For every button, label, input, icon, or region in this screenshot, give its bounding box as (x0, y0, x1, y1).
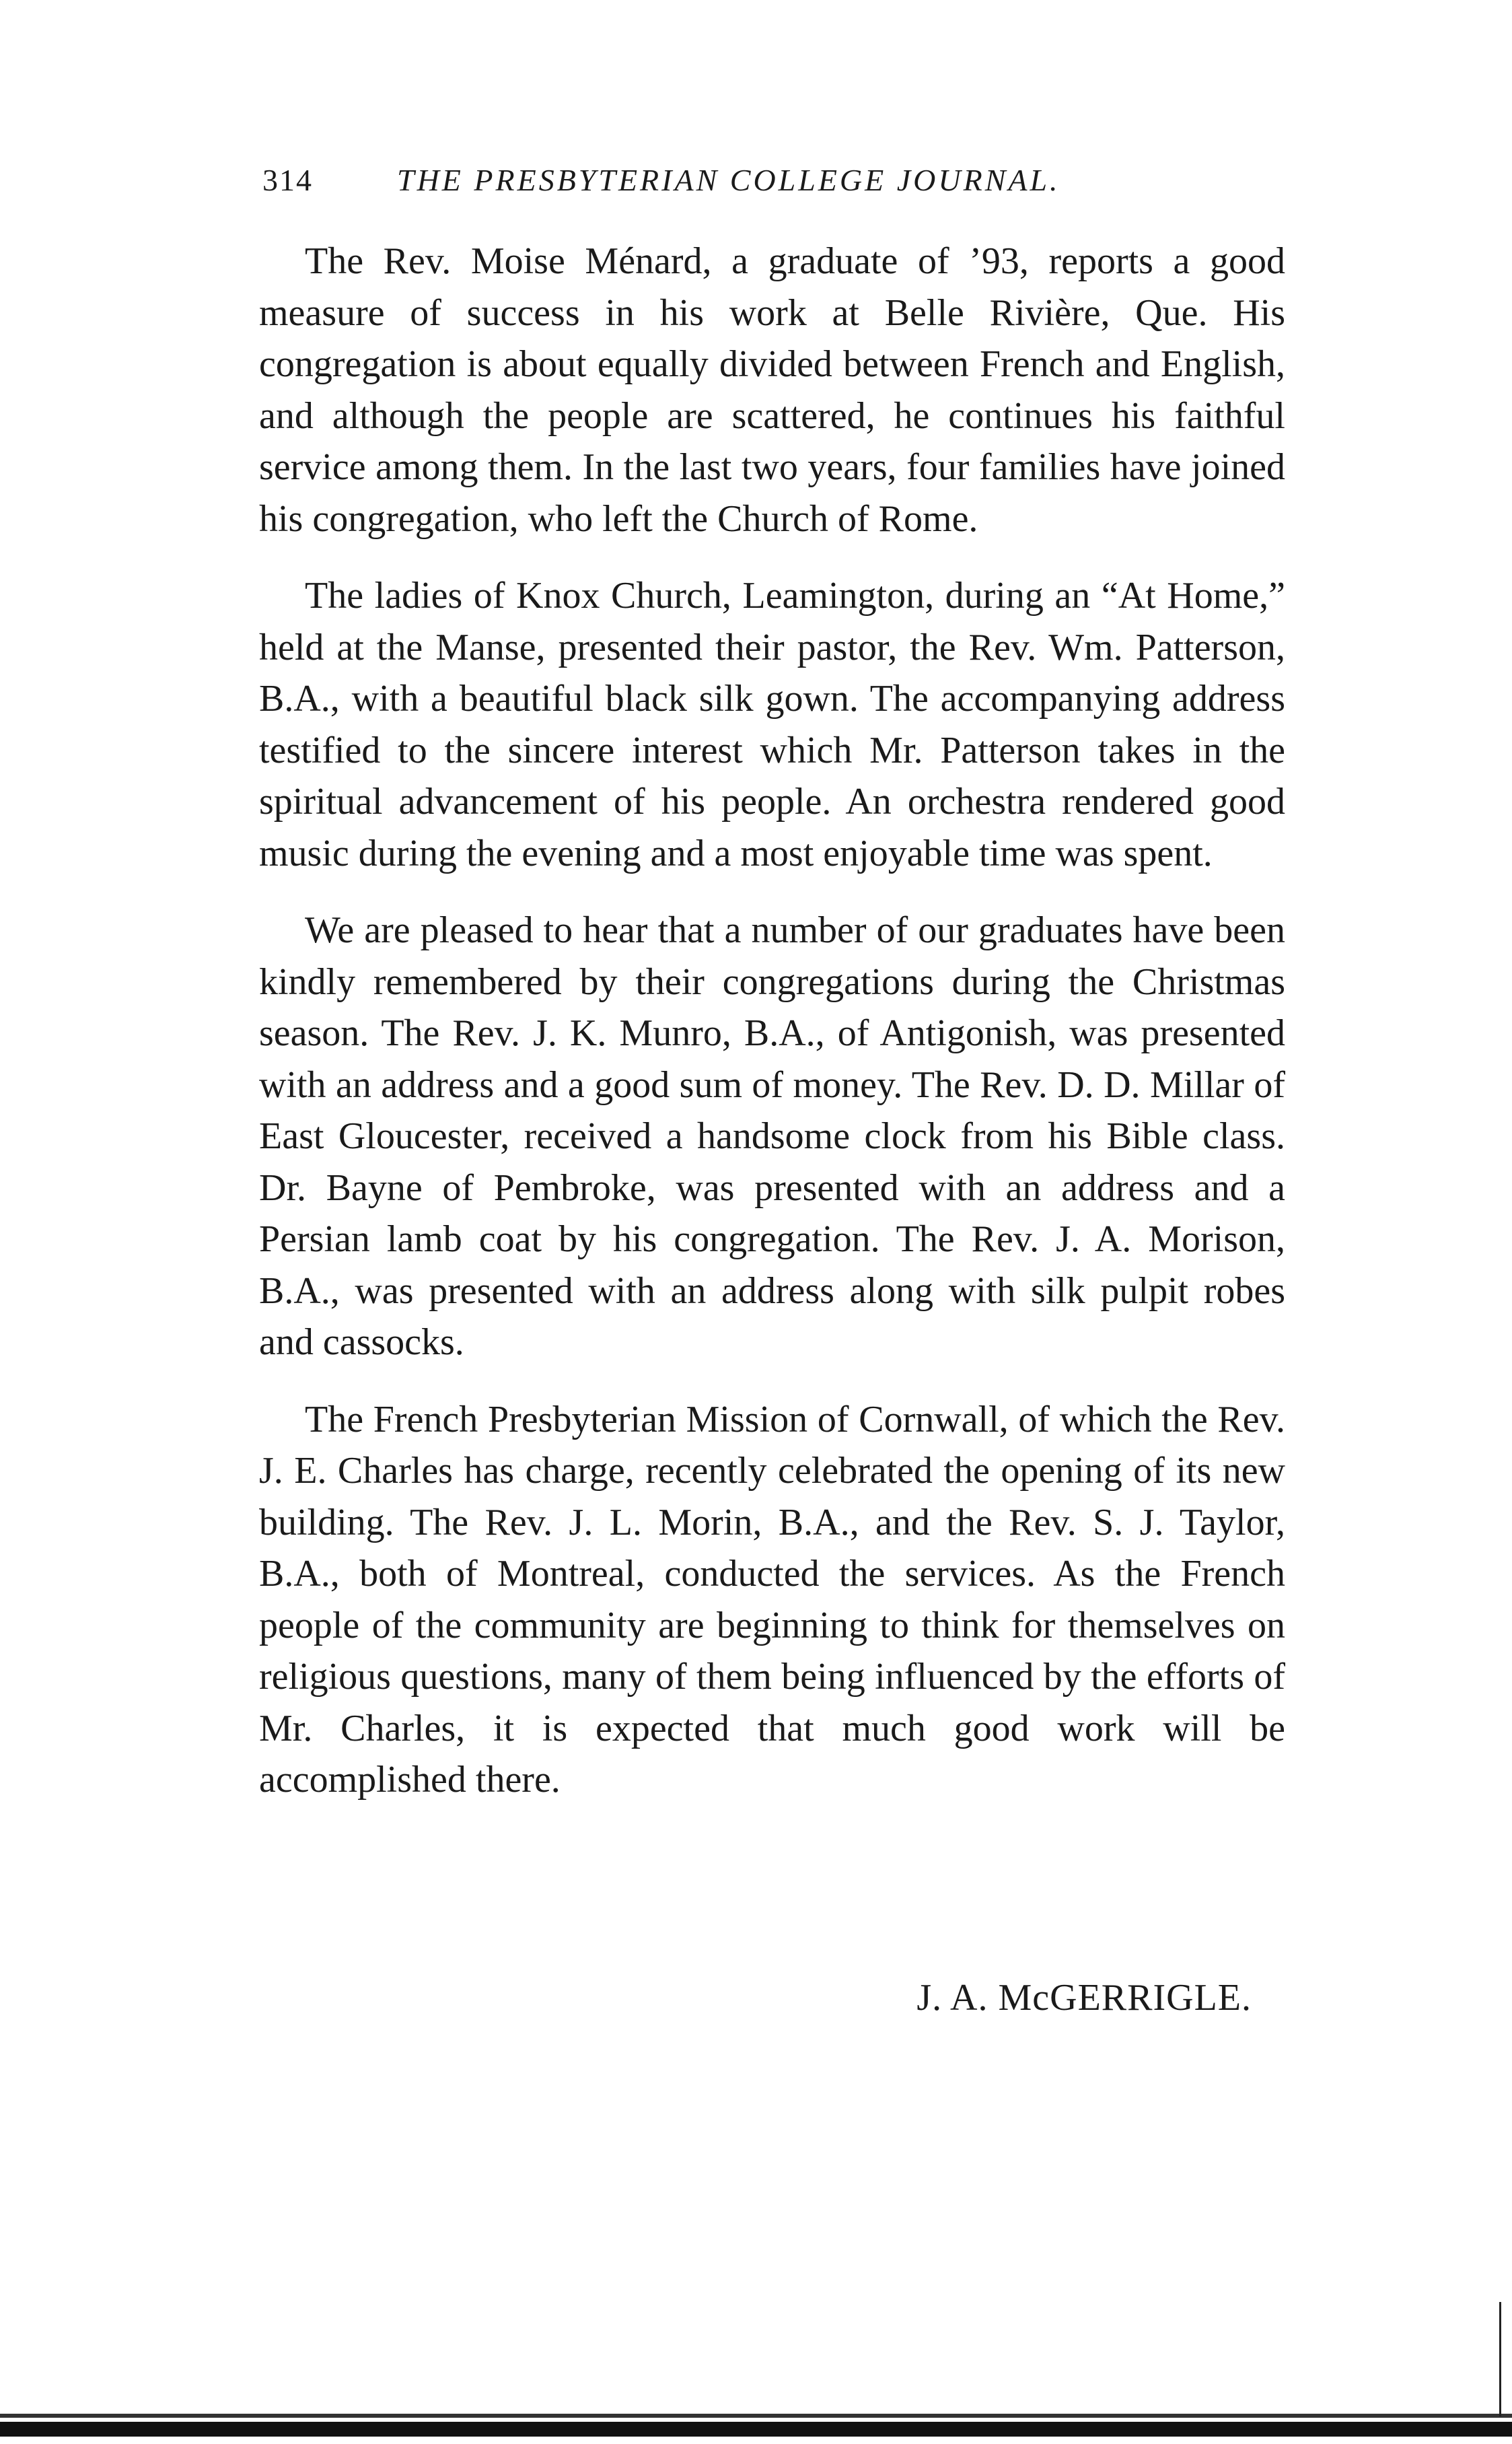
page-number: 314 (262, 163, 313, 197)
paragraph-graduates: We are pleased to hear that a number of our graduates have been kindly remembered by their congregations during the Christmas season. The Rev. J. K. Munro, B.A., of Antigonish, was presented with an address and a good sum of money. The Rev. D. D. Millar of East Gloucester, received a handsome clock from his Bible class. Dr. Bayne of Pembroke, was presented with an address and a Persian lamb coat by his congregation. The Rev. J. A. Morison, B.A., was presented with an address along with silk pulpit robes and cassocks. (259, 909, 1285, 1363)
paragraph-menard: The Rev. Moise Ménard, a graduate of ’93, reports a good measure of success in his work at Belle Rivière, Que. His congregation is about equally divided between French and English, and although the people are scattered, he continues his faithful service among them. In the last two years, four families have joined his congregation, who left the Church of Rome. (259, 240, 1285, 540)
page-header (262, 153, 1285, 207)
bottom-rule-thin (0, 2414, 1512, 2418)
edge-mark (1499, 2302, 1501, 2416)
paragraph-knox-church: The ladies of Knox Church, Leamington, during an “At Home,” held at the Manse, presented their pastor, the Rev. Wm. Patterson, B.A., with a beautiful black silk gown. The accompanying address testified to the sincere interest which Mr. Patterson takes in the spiritual advancement of his people. An orchestra rendered good music during the evening and a most enjoyable time was spent. (259, 575, 1285, 874)
paragraph-french-mission: The French Presbyterian Mission of Cornwall, of which the Rev. J. E. Charles has charge, recently celebrated the opening of its new building. The Rev. J. L. Morin, B.A., and the Rev. S. J. Taylor, B.A., both of Montreal, conducted the services. As the French people of the community are beginning to think for themselves on religious questions, many of them being influenced by the efforts of Mr. Charles, it is expected that much good work will be accomplished there. (259, 1398, 1285, 1801)
running-title: THE PRESBYTERIAN COLLEGE JOURNAL. (397, 163, 1060, 197)
bottom-rule (0, 2422, 1512, 2437)
author-signature: J. A. McGERRIGLE. (916, 1977, 1252, 2019)
article-body (259, 236, 1285, 1831)
